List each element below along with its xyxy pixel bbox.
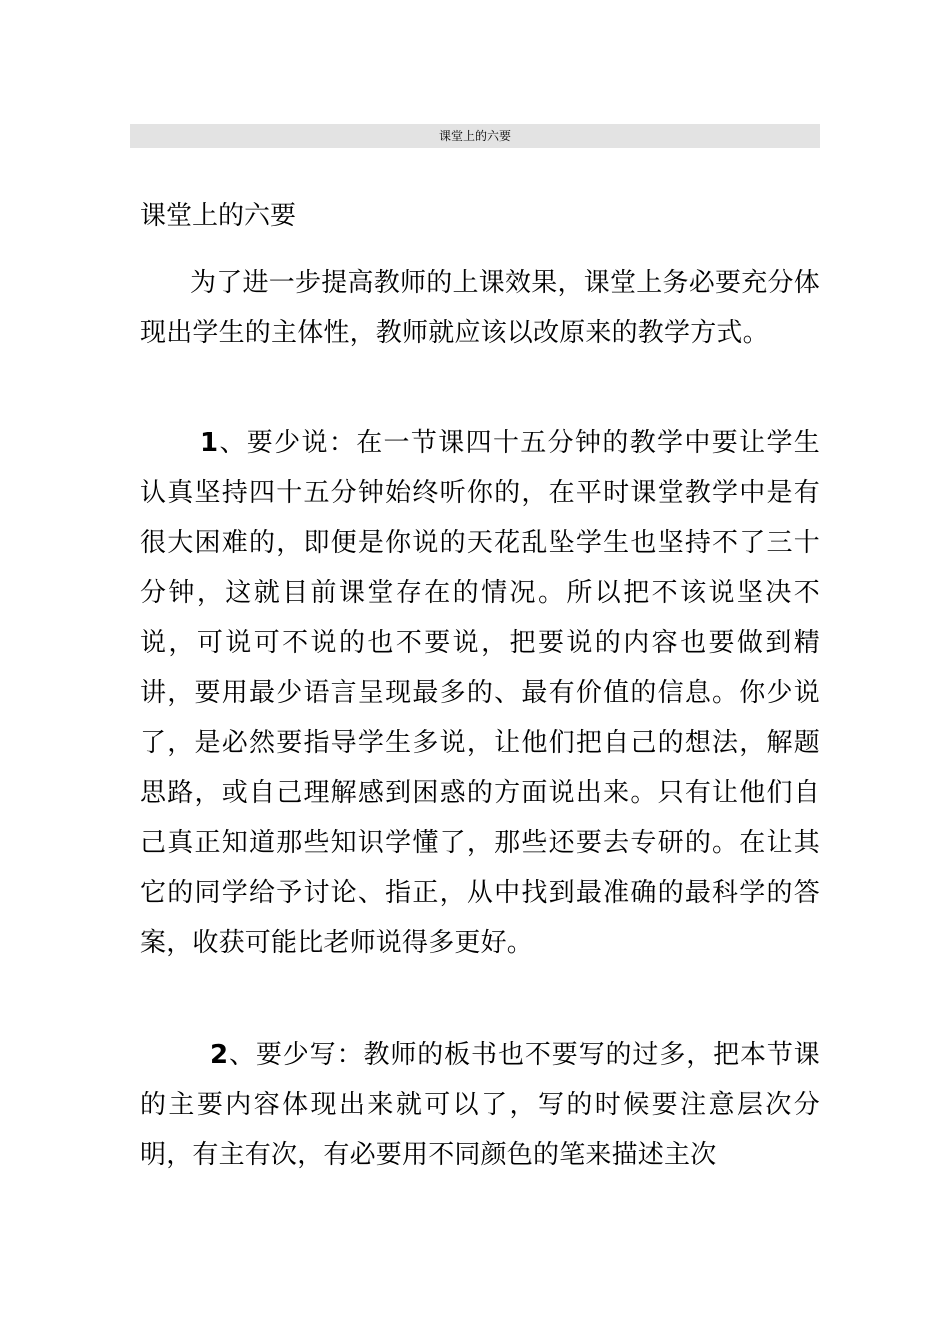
- section-paragraph-2: [140, 1030, 820, 1180]
- section-number: 1: [200, 428, 219, 458]
- section-paragraph-1: [140, 418, 820, 968]
- section-text: 、要少写：教师的板书也不要写的过多，把本节课的主要内容体现出来就可以了，写的时候要注意层次分明，有主有次，有必要用不同颜色的笔来描述主次: [140, 1040, 820, 1170]
- section-number: 2: [210, 1040, 229, 1070]
- intro-paragraph: 为了进一步提高教师的上课效果，课堂上务必要充分体现出学生的主体性，教师就应该以改原来的教学方式。: [140, 268, 820, 348]
- section-text: 、要少说：在一节课四十五分钟的教学中要让学生认真坚持四十五分钟始终听你的，在平时课堂教学中是有很大困难的，即便是你说的天花乱坠学生也坚持不了三十分钟，这就目前课堂存在的情况。所以把不该说坚决不说，可说可不说的也不要说，把要说的内容也要做到精讲，要用最少语言呈现最多的、最有价值的信息。你少说了，是必然要指导学生多说，让他们把自己的想法，解题思路，或自己理解感到困惑的方面说出来。只有让他们自己真正知道那些知识学懂了，那些还要去专研的。在让其它的同学给予讨论、指正，从中找到最准确的最科学的答案，收获可能比老师说得多更好。: [140, 428, 820, 958]
- page-header: 课堂上的六要: [130, 124, 820, 148]
- document-title: 课堂上的六要: [140, 201, 297, 231]
